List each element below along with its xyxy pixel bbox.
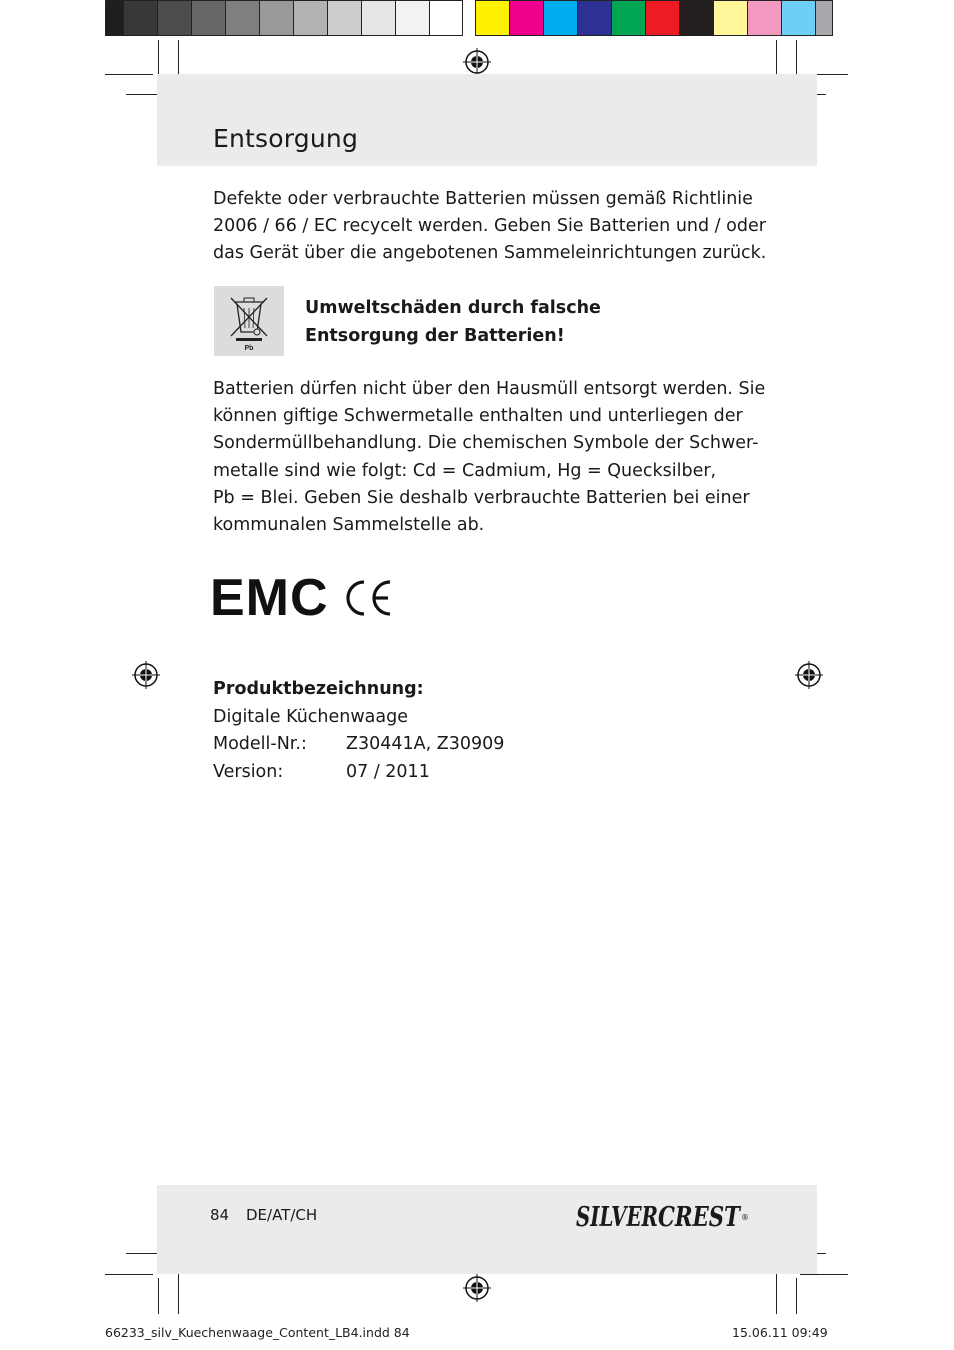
text-line: Entsorgung der Batterien!: [305, 326, 565, 346]
crossed-bin-icon: [214, 286, 284, 356]
country-codes: DE/AT/CH: [246, 1206, 318, 1224]
product-heading: Produktbezeichnung:: [213, 679, 424, 699]
color-swatch: [612, 0, 646, 36]
gray-swatch: [430, 0, 463, 36]
color-swatch: [680, 0, 714, 36]
gray-swatch: [226, 0, 260, 36]
color-swatch: [816, 0, 833, 36]
gray-swatch: [260, 0, 294, 36]
text-line: Batterien dürfen nicht über den Hausmüll entsorgt werden. Sie: [213, 379, 766, 399]
emc-mark: EMC: [210, 569, 329, 627]
product-name: Digitale Küchenwaage: [213, 706, 408, 727]
gray-swatch: [328, 0, 362, 36]
version-value: 07 / 2011: [346, 761, 430, 782]
color-swatch: [646, 0, 680, 36]
color-swatch: [578, 0, 612, 36]
gray-swatch: [294, 0, 328, 36]
version-label: Version:: [213, 761, 284, 782]
gray-swatch: [396, 0, 430, 36]
section-title: Entsorgung: [213, 124, 359, 153]
version-row: [213, 759, 504, 787]
brand-part-2: CREST: [658, 1202, 742, 1233]
gray-swatch: [158, 0, 192, 36]
brand-part-1: SILVER: [576, 1202, 658, 1233]
icon-label: Pb: [244, 345, 254, 352]
product-info: [213, 676, 504, 786]
color-swatch: [510, 0, 544, 36]
color-swatch: [475, 0, 510, 36]
gray-swatch: [362, 0, 396, 36]
registered-mark: ®: [741, 1213, 749, 1222]
text-line: 2006 / 66 / EC recycelt werden. Geben Sie Batterien und / oder: [213, 216, 766, 237]
model-value: Z30441A, Z30909: [346, 734, 505, 754]
model-row: [213, 731, 504, 759]
gray-swatch: [105, 0, 124, 36]
text-line: das Gerät über die angebotenen Sammeleinrichtungen zurück.: [213, 243, 767, 264]
color-swatch: [544, 0, 578, 36]
silvercrest-logo: [576, 1198, 751, 1234]
color-calibration-bar: [105, 0, 833, 36]
gray-swatch: [192, 0, 226, 36]
battery-disposal-symbol: [214, 286, 284, 356]
registration-mark-icon: [131, 660, 161, 690]
text-line: metalle sind wie folgt: Cd = Cadmium, Hg = Quecksilber,: [213, 460, 717, 481]
text-line: Umweltschäden durch falsche: [305, 298, 601, 318]
registration-mark-icon: [462, 1273, 492, 1303]
color-swatch: [782, 0, 816, 36]
body-paragraph: [213, 376, 765, 539]
color-swatch: [714, 0, 748, 36]
text-line: kommunalen Sammelstelle ab.: [213, 515, 485, 536]
print-file-slug: 66233_silv_Kuechenwaage_Content_LB4.indd 84: [105, 1325, 410, 1340]
registration-mark-icon: [462, 47, 492, 77]
warning-title: [305, 294, 601, 350]
swatch-gap: [463, 0, 475, 36]
gray-swatch: [124, 0, 158, 36]
text-line: Sondermüllbehandlung. Die chemischen Symbole der Schwer-: [213, 433, 759, 454]
color-swatch: [748, 0, 782, 36]
text-line: Defekte oder verbrauchte Batterien müssen gemäß Richtlinie: [213, 189, 753, 209]
text-line: Pb = Blei. Geben Sie deshalb verbrauchte Batterien bei einer: [213, 487, 750, 508]
registration-mark-icon: [794, 660, 824, 690]
ce-mark-icon: [342, 578, 394, 618]
intro-paragraph: [213, 186, 766, 268]
page-number: 84: [210, 1206, 230, 1224]
text-line: können giftige Schwermetalle enthalten und unterliegen der: [213, 406, 743, 427]
model-label: Modell-Nr.:: [213, 734, 307, 754]
print-datetime-slug: 15.06.11 09:49: [732, 1325, 828, 1340]
